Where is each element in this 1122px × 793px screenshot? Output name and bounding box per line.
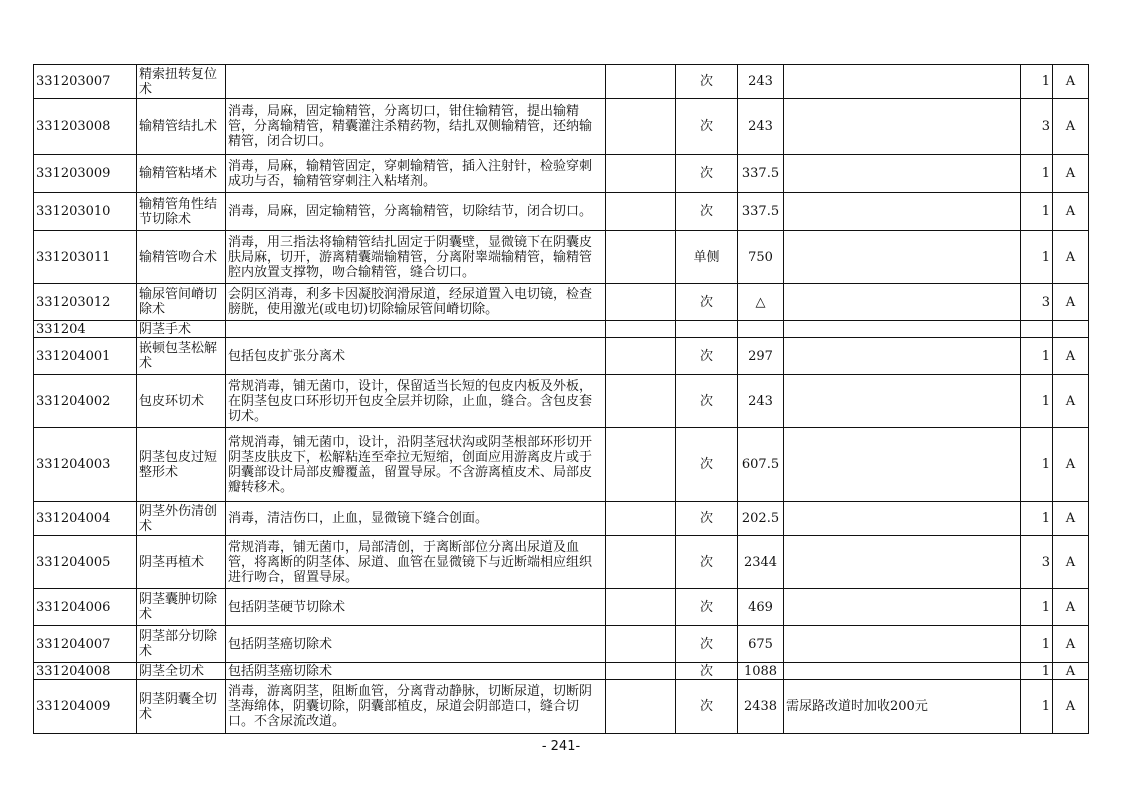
table-row: [34, 589, 1089, 626]
item-code: 331204004: [34, 502, 137, 536]
item-code: 331203010: [34, 193, 137, 231]
item-note: [784, 626, 1021, 663]
item-category: [1021, 321, 1053, 338]
item-grade: A: [1053, 231, 1089, 284]
table-row: [34, 65, 1089, 99]
item-name: 包皮环切术: [137, 375, 226, 428]
item-price: 2438: [738, 680, 784, 734]
item-unit: 次: [676, 155, 738, 193]
item-unit: 次: [676, 338, 738, 375]
table-row: [34, 338, 1089, 375]
item-exclusions: [606, 155, 676, 193]
item-exclusions: [606, 193, 676, 231]
item-category: 3: [1021, 536, 1053, 589]
item-code: 331204006: [34, 589, 137, 626]
table-row: [34, 536, 1089, 589]
item-name: 输精管粘堵术: [137, 155, 226, 193]
item-name: 阴茎全切术: [137, 663, 226, 680]
item-unit: 次: [676, 663, 738, 680]
item-code: 331203011: [34, 231, 137, 284]
item-code: 331204001: [34, 338, 137, 375]
item-name: 输精管结扎术: [137, 99, 226, 155]
page-number: - 241-: [541, 739, 581, 754]
item-name: 阴茎再植术: [137, 536, 226, 589]
item-description: 包括包皮扩张分离术: [226, 338, 606, 375]
item-price: 337.5: [738, 193, 784, 231]
item-grade: A: [1053, 65, 1089, 99]
item-code: 331204003: [34, 428, 137, 502]
item-description: 常规消毒，铺无菌巾，设计，保留适当长短的包皮内板及外板，在阴茎包皮口环形切开包皮全层并切除，止血，缝合。含包皮套切术。: [226, 375, 606, 428]
item-name: 嵌顿包茎松解术: [137, 338, 226, 375]
item-grade: A: [1053, 284, 1089, 321]
item-category: 1: [1021, 375, 1053, 428]
item-unit: 次: [676, 589, 738, 626]
item-grade: A: [1053, 626, 1089, 663]
item-price: 243: [738, 65, 784, 99]
item-category: 1: [1021, 626, 1053, 663]
item-note: [784, 428, 1021, 502]
item-grade: [1053, 321, 1089, 338]
item-price: 297: [738, 338, 784, 375]
item-name: 阴茎阴囊全切术: [137, 680, 226, 734]
table-row: [34, 626, 1089, 663]
item-exclusions: [606, 680, 676, 734]
item-note: [784, 375, 1021, 428]
item-grade: A: [1053, 99, 1089, 155]
item-name: 阴茎囊肿切除术: [137, 589, 226, 626]
item-grade: A: [1053, 680, 1089, 734]
item-grade: A: [1053, 193, 1089, 231]
item-description: 包括阴茎硬节切除术: [226, 589, 606, 626]
table-row: [34, 99, 1089, 155]
table-row: [34, 284, 1089, 321]
item-note: [784, 338, 1021, 375]
item-code: 331204008: [34, 663, 137, 680]
item-category: 1: [1021, 680, 1053, 734]
item-name: 精索扭转复位术: [137, 65, 226, 99]
item-unit: 次: [676, 65, 738, 99]
table-row: [34, 321, 1089, 338]
item-code: 331204009: [34, 680, 137, 734]
item-unit: 次: [676, 680, 738, 734]
item-category: 3: [1021, 284, 1053, 321]
item-note: [784, 321, 1021, 338]
item-description: 包括阴茎癌切除术: [226, 626, 606, 663]
item-name: 输精管吻合术: [137, 231, 226, 284]
item-unit: 次: [676, 193, 738, 231]
item-price: 675: [738, 626, 784, 663]
item-description: 消毒，清洁伤口，止血，显微镜下缝合创面。: [226, 502, 606, 536]
item-note: [784, 231, 1021, 284]
item-code: 331204005: [34, 536, 137, 589]
item-description: 常规消毒，铺无菌巾，局部清创，于离断部位分离出尿道及血管，将离断的阴茎体、尿道、血管在显微镜下与近断端相应组织进行吻合，留置导尿。: [226, 536, 606, 589]
item-exclusions: [606, 589, 676, 626]
item-price: 2344: [738, 536, 784, 589]
item-description: 消毒，用三指法将输精管结扎固定于阴囊壁，显微镜下在阴囊皮肤局麻，切开，游离精囊端输精管，分离附睾端输精管，输精管腔内放置支撑物，吻合输精管，缝合切口。: [226, 231, 606, 284]
item-price: △: [738, 284, 784, 321]
item-price: 1088: [738, 663, 784, 680]
item-category: 1: [1021, 428, 1053, 502]
item-name: 阴茎手术: [137, 321, 226, 338]
item-price: 607.5: [738, 428, 784, 502]
item-unit: 次: [676, 284, 738, 321]
item-description: 会阴区消毒，利多卡因凝胶润滑尿道，经尿道置入电切镜，检查膀胱，使用激光(或电切)切除输尿管间嵴切除。: [226, 284, 606, 321]
item-category: 1: [1021, 663, 1053, 680]
item-exclusions: [606, 375, 676, 428]
item-name: 阴茎外伤清创术: [137, 502, 226, 536]
item-description: 常规消毒，铺无菌巾，设计，沿阴茎冠状沟或阴茎根部环形切开阴茎皮肤皮下，松解粘连至牵拉无短缩，创面应用游离皮片或于阴囊部设计局部皮瓣覆盖，留置导尿。不含游离植皮术、局部皮瓣转移术。: [226, 428, 606, 502]
item-category: 1: [1021, 589, 1053, 626]
item-description: [226, 321, 606, 338]
item-exclusions: [606, 626, 676, 663]
fee-schedule-table: [33, 64, 1089, 734]
item-name: 输尿管间嵴切除术: [137, 284, 226, 321]
table-row: [34, 231, 1089, 284]
item-category: 1: [1021, 502, 1053, 536]
item-description: 消毒，局麻，输精管固定，穿刺输精管，插入注射针，检验穿刺成功与否，输精管穿刺注入粘堵剂。: [226, 155, 606, 193]
item-unit: 单侧: [676, 231, 738, 284]
item-unit: 次: [676, 536, 738, 589]
item-note: [784, 155, 1021, 193]
item-grade: A: [1053, 155, 1089, 193]
item-price: 202.5: [738, 502, 784, 536]
table-row: [34, 428, 1089, 502]
item-note: [784, 99, 1021, 155]
item-category: 1: [1021, 155, 1053, 193]
item-exclusions: [606, 502, 676, 536]
item-unit: 次: [676, 502, 738, 536]
item-exclusions: [606, 284, 676, 321]
item-description: [226, 65, 606, 99]
item-note: [784, 589, 1021, 626]
item-category: 3: [1021, 99, 1053, 155]
item-unit: 次: [676, 626, 738, 663]
item-price: [738, 321, 784, 338]
item-code: 331203009: [34, 155, 137, 193]
item-grade: A: [1053, 589, 1089, 626]
item-grade: A: [1053, 536, 1089, 589]
item-category: 1: [1021, 231, 1053, 284]
item-note: [784, 65, 1021, 99]
table-row: [34, 663, 1089, 680]
item-code: 331203012: [34, 284, 137, 321]
table-row: [34, 680, 1089, 734]
item-name: 输精管角性结节切除术: [137, 193, 226, 231]
item-grade: A: [1053, 428, 1089, 502]
item-price: 469: [738, 589, 784, 626]
item-name: 阴茎包皮过短整形术: [137, 428, 226, 502]
item-price: 243: [738, 375, 784, 428]
item-code: 331204007: [34, 626, 137, 663]
item-exclusions: [606, 321, 676, 338]
item-name: 阴茎部分切除术: [137, 626, 226, 663]
item-exclusions: [606, 536, 676, 589]
item-exclusions: [606, 428, 676, 502]
item-code: 331204: [34, 321, 137, 338]
item-exclusions: [606, 338, 676, 375]
item-unit: 次: [676, 99, 738, 155]
item-category: 1: [1021, 193, 1053, 231]
item-exclusions: [606, 663, 676, 680]
item-price: 243: [738, 99, 784, 155]
item-code: 331203008: [34, 99, 137, 155]
item-grade: A: [1053, 663, 1089, 680]
item-code: 331204002: [34, 375, 137, 428]
item-grade: A: [1053, 338, 1089, 375]
item-exclusions: [606, 65, 676, 99]
item-category: 1: [1021, 338, 1053, 375]
item-price: 750: [738, 231, 784, 284]
item-grade: A: [1053, 375, 1089, 428]
item-note: 需尿路改道时加收200元: [784, 680, 1021, 734]
item-exclusions: [606, 231, 676, 284]
item-description: 消毒，游离阴茎，阻断血管，分离背动静脉，切断尿道，切断阴茎海绵体，阴囊切除，阴囊部植皮，尿道会阴部造口，缝合切口。不含尿流改道。: [226, 680, 606, 734]
item-unit: 次: [676, 375, 738, 428]
item-price: 337.5: [738, 155, 784, 193]
table-row: [34, 193, 1089, 231]
item-note: [784, 193, 1021, 231]
item-note: [784, 502, 1021, 536]
table-row: [34, 375, 1089, 428]
item-description: 消毒，局麻，固定输精管，分离切口，钳住输精管，提出输精管，分离输精管，精囊灌注杀精药物，结扎双侧输精管，还纳输精管，闭合切口。: [226, 99, 606, 155]
item-unit: [676, 321, 738, 338]
item-grade: A: [1053, 502, 1089, 536]
item-note: [784, 284, 1021, 321]
item-note: [784, 663, 1021, 680]
table-row: [34, 502, 1089, 536]
item-description: 包括阴茎癌切除术: [226, 663, 606, 680]
item-unit: 次: [676, 428, 738, 502]
item-note: [784, 536, 1021, 589]
table-row: [34, 155, 1089, 193]
item-description: 消毒，局麻，固定输精管，分离输精管，切除结节，闭合切口。: [226, 193, 606, 231]
item-code: 331203007: [34, 65, 137, 99]
fee-table-body: [34, 65, 1089, 734]
item-exclusions: [606, 99, 676, 155]
item-category: 1: [1021, 65, 1053, 99]
